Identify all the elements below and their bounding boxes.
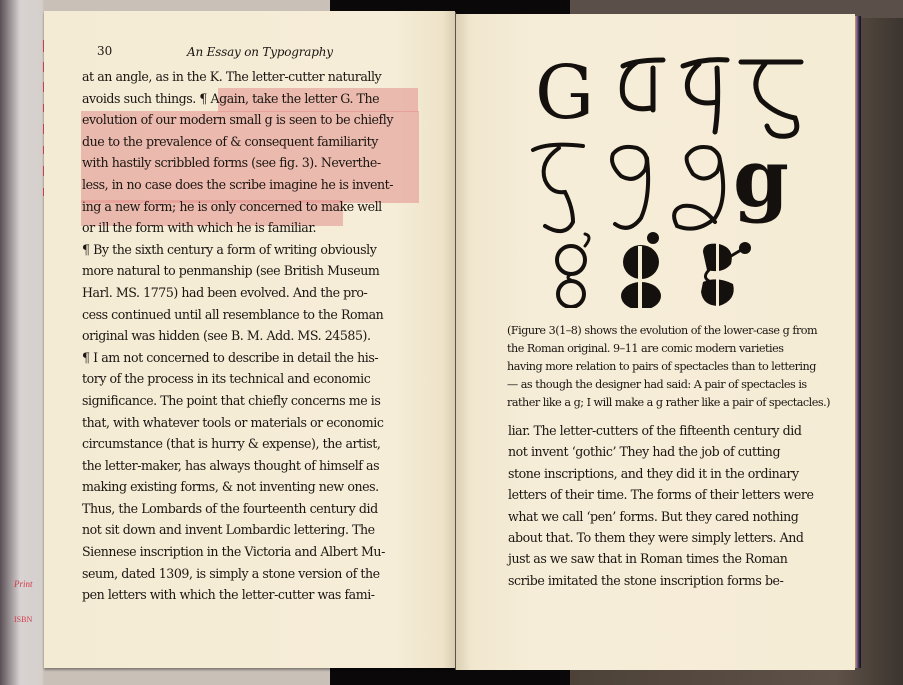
svg-text:G: G xyxy=(535,50,595,136)
text-line: not sit down and invent Lombardic lettering. The xyxy=(82,522,375,538)
spine-label-isbn: ISBN xyxy=(14,615,33,624)
text-line: at an angle, as in the K. The letter-cutter naturally xyxy=(82,69,382,84)
g-evolution-illustration xyxy=(505,38,805,308)
page-edges xyxy=(855,16,861,668)
caption-line: rather like a g; I will make a g rather like a pair of spectacles.) xyxy=(507,396,830,409)
text-line: tory of the process in its technical and economic xyxy=(82,371,371,387)
text-line: stone inscriptions, and they did it in the ordinary xyxy=(508,465,799,481)
text-line: letters of their time. The forms of their letters were xyxy=(508,487,814,503)
text-line: Harl. MS. 1775) had been evolved. And the pro- xyxy=(82,284,368,300)
text-line: making existing forms, & not inventing new ones. xyxy=(82,479,379,495)
text-line: cess continued until all resemblance to the Roman xyxy=(82,306,384,322)
caption-line: having more relation to pairs of spectacles than to lettering xyxy=(507,360,816,373)
text-line: not invent ‘gothic’ They had the job of cutting xyxy=(508,444,781,460)
book-gutter xyxy=(455,12,456,670)
text-line: scribe imitated the stone inscription forms be- xyxy=(508,572,784,588)
text-line: pen letters with which the letter-cutter was fami- xyxy=(82,587,375,603)
text-line: what we call ‘pen’ forms. But they cared nothing xyxy=(508,508,799,524)
figure-caption xyxy=(507,322,830,412)
figure-g-evolution xyxy=(505,38,805,308)
svg-text:g: g xyxy=(733,131,789,225)
text-line: avoids such things. ¶ Again, take the letter G. The xyxy=(82,90,380,106)
caption-line: — as though the designer had said: A pair of spectacles is xyxy=(507,378,807,391)
text-line: or ill the form with which he is familiar. xyxy=(82,220,317,236)
text-line: ¶ I am not concerned to describe in detail the his- xyxy=(82,349,379,365)
left-page-body xyxy=(82,66,393,606)
text-line: ¶ By the sixth century a form of writing obviously xyxy=(82,241,377,257)
text-line: ing a new form; he is only concerned to make well xyxy=(82,198,382,214)
text-line: about that. To them they were simply letters. And xyxy=(508,529,804,545)
page-number: 30 xyxy=(97,44,113,58)
text-line: Siennese inscription in the Victoria and Albert Mu- xyxy=(82,544,385,560)
running-head: An Essay on Typography xyxy=(187,45,333,59)
text-line: evolution of our modern small g is seen to be chiefly xyxy=(82,112,393,128)
text-line: less, in no case does the scribe imagine he is invent- xyxy=(82,176,394,192)
text-line: the letter-maker, has always thought of himself as xyxy=(82,457,380,473)
spine-label-print: Print xyxy=(14,579,33,589)
text-line: original was hidden (see B. M. Add. MS. 24585). xyxy=(82,328,371,344)
text-line: with hastily scribbled forms (see fig. 3). Neverthe- xyxy=(82,155,381,171)
text-line: seum, dated 1309, is simply a stone version of the xyxy=(82,565,380,581)
text-line: just as we saw that in Roman times the Roman xyxy=(508,551,788,567)
text-line: circumstance (that is hurry & expense), the artist, xyxy=(82,436,381,452)
text-line: significance. The point that chiefly concerns me is xyxy=(82,392,381,408)
right-page-body xyxy=(508,420,813,591)
caption-line: (Figure 3(1–8) shows the evolution of the lower-case g from xyxy=(507,324,818,337)
text-line: liar. The letter-cutters of the fifteenth century did xyxy=(508,423,802,438)
caption-line: the Roman original. 9–11 are comic modern varieties xyxy=(507,342,784,355)
text-line: more natural to penmanship (see British Museum xyxy=(82,263,380,279)
text-line: Thus, the Lombards of the fourteenth century did xyxy=(82,500,378,516)
text-line: due to the prevalence of & consequent familiarity xyxy=(82,133,378,149)
text-line: that, with whatever tools or materials or economic xyxy=(82,414,384,430)
